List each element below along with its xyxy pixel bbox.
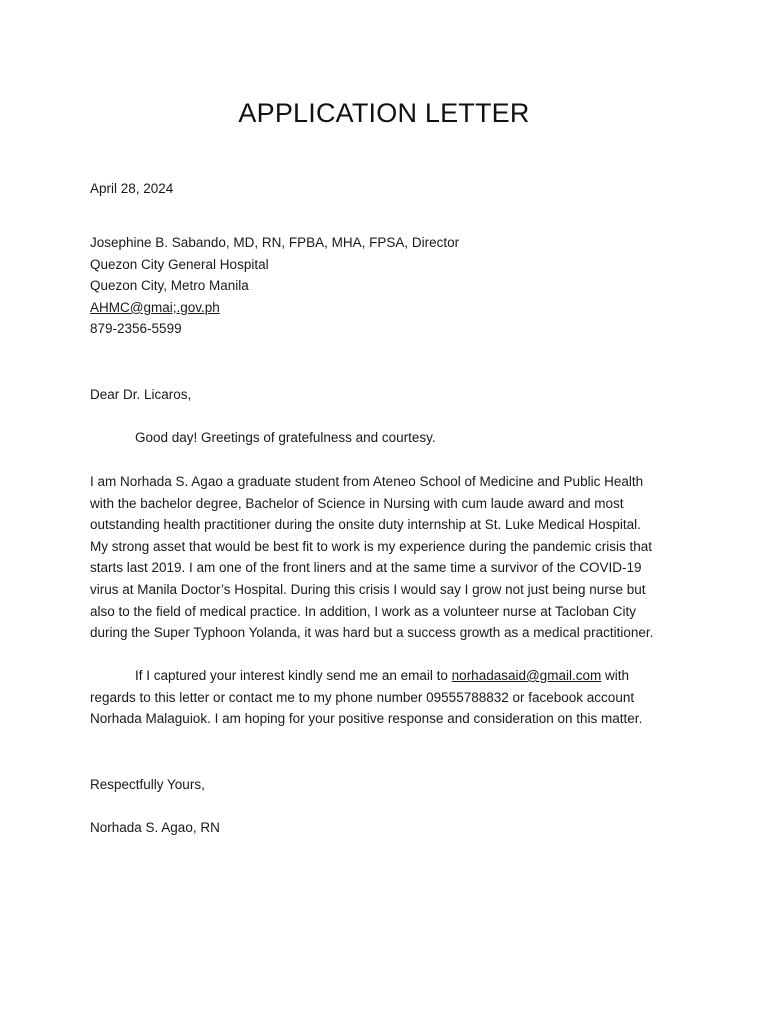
salutation <box>90 384 680 406</box>
closing-paragraph <box>90 665 680 730</box>
recipient-address: Quezon City, Metro Manila <box>90 278 249 294</box>
body-line: also to the field of medical practice. In addition, I work as a volunteer nurse at Tacloban City <box>90 603 637 619</box>
body-line: during the Super Typhoon Yolanda, it was hard but a success growth as a medical practitioner. <box>90 625 654 641</box>
closing-line-1 <box>90 665 680 687</box>
recipient-org: Quezon City General Hospital <box>90 256 269 272</box>
letter-title: APPLICATION LETTER <box>238 98 530 128</box>
recipient-name: Josephine B. Sabando, MD, RN, FPBA, MHA, FPSA, Director <box>90 235 460 250</box>
body-line: outstanding health practitioner during the onsite duty internship at St. Luke Medical Hospital. <box>90 517 641 533</box>
recipient-block <box>90 232 680 340</box>
body-paragraph <box>90 471 680 644</box>
closing-text-start: If I captured your interest kindly send me an email to <box>135 668 452 683</box>
greeting-text: Good day! Greetings of gratefulness and courtesy. <box>135 430 436 445</box>
closing-line-2: regards to this letter or contact me to my phone number 09555788832 or facebook account <box>90 689 635 705</box>
salutation-text: Dear Dr. Licaros, <box>90 387 192 402</box>
contact-email-link[interactable]: norhadasaid@gmail.com <box>451 668 602 683</box>
signature-text: Norhada S. Agao, RN <box>90 820 220 835</box>
body-line: starts last 2019. I am one of the front liners and at the same time a survivor of the COVID-19 <box>90 560 642 576</box>
body-line: I am Norhada S. Agao a graduate student from Ateneo School of Medicine and Public Health <box>90 474 644 489</box>
closing-text: Respectfully Yours, <box>90 777 205 792</box>
signature <box>90 817 680 839</box>
recipient-phone: 879-2356-5599 <box>90 321 182 337</box>
recipient-email-link[interactable]: AHMC@gmai;.gov.ph <box>90 299 220 315</box>
body-line: virus at Manila Doctor’s Hospital. During this crisis I would say I grow not just being nurse but <box>90 581 646 597</box>
greeting <box>90 427 680 449</box>
letter-date <box>90 178 680 200</box>
closing-line-3: Norhada Malaguiok. I am hoping for your positive response and consideration on this matter. <box>90 711 643 727</box>
body-line: with the bachelor degree, Bachelor of Science in Nursing with cum laude award and most <box>90 495 624 511</box>
date-text: April 28, 2024 <box>90 181 174 196</box>
body-line: My strong asset that would be best fit to work is my experience during the pandemic crisis that <box>90 538 653 554</box>
closing-text-end: with <box>601 668 629 683</box>
closing <box>90 774 680 796</box>
